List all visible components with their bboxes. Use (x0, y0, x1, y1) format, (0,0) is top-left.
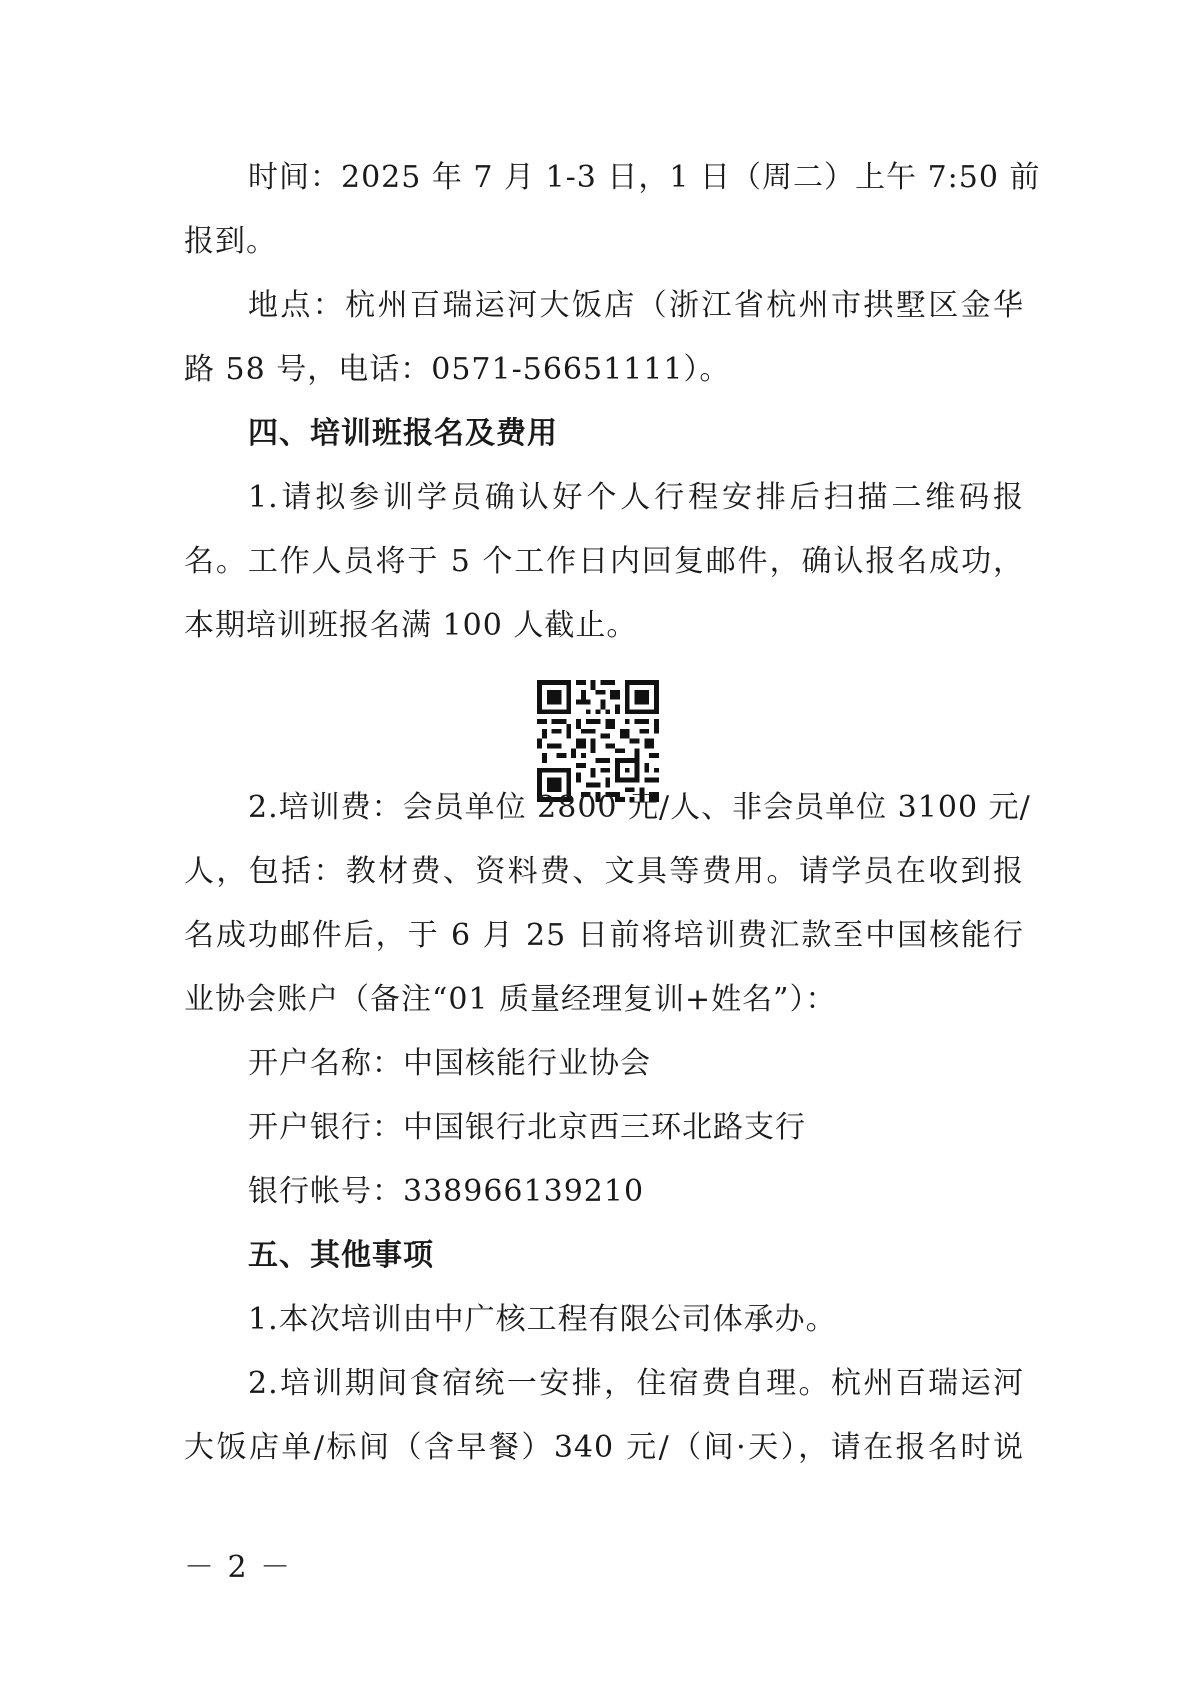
time-line: 时间：2025 年 7 月 1-3 日，1 日（周二）上午 7:50 前 (248, 160, 1041, 195)
registration-para-line-3: 本期培训班报名满 100 人截止。 (184, 608, 638, 643)
fee-para-line-2: 人，包括：教材费、资料费、文具等费用。请学员在收到报 (184, 854, 1024, 889)
fee-para-line-3: 名成功邮件后，于 6 月 25 日前将培训费汇款至中国核能行 (184, 918, 1024, 953)
fee-para-line-4: 业协会账户（备注“01 质量经理复训+姓名”）： (184, 982, 837, 1017)
time-line-cont: 报到。 (184, 224, 277, 259)
location-line: 地点：杭州百瑞运河大饭店（浙江省杭州市拱墅区金华 (248, 288, 1024, 323)
other-item-1: 1.本次培训由中广核工程有限公司体承办。 (248, 1302, 837, 1337)
registration-para-line-2: 名。工作人员将于 5 个工作日内回复邮件，确认报名成功， (184, 544, 1024, 579)
other-item-2-line-2: 大饭店单/标间（含早餐）340 元/（间·天），请在报名时说 (184, 1430, 1024, 1465)
other-item-2-line-1: 2.培训期间食宿统一安排，住宿费自理。杭州百瑞运河 (248, 1366, 1024, 1401)
page-number: － 2 － (184, 1550, 293, 1585)
section-heading-5: 五、其他事项 (248, 1238, 434, 1273)
fee-para-line-1: 2.培训费：会员单位 2800 元/人、非会员单位 3100 元/ (248, 790, 1031, 825)
registration-qr-code-icon[interactable] (537, 680, 659, 802)
account-name: 开户名称：中国核能行业协会 (248, 1046, 651, 1081)
location-line-cont: 路 58 号，电话：0571-56651111）。 (184, 352, 731, 387)
account-number: 银行帐号：338966139210 (248, 1174, 645, 1209)
account-bank: 开户银行：中国银行北京西三环北路支行 (248, 1110, 806, 1145)
registration-para-line-1: 1.请拟参训学员确认好个人行程安排后扫描二维码报 (248, 480, 1024, 515)
section-heading-4: 四、培训班报名及费用 (248, 416, 558, 451)
